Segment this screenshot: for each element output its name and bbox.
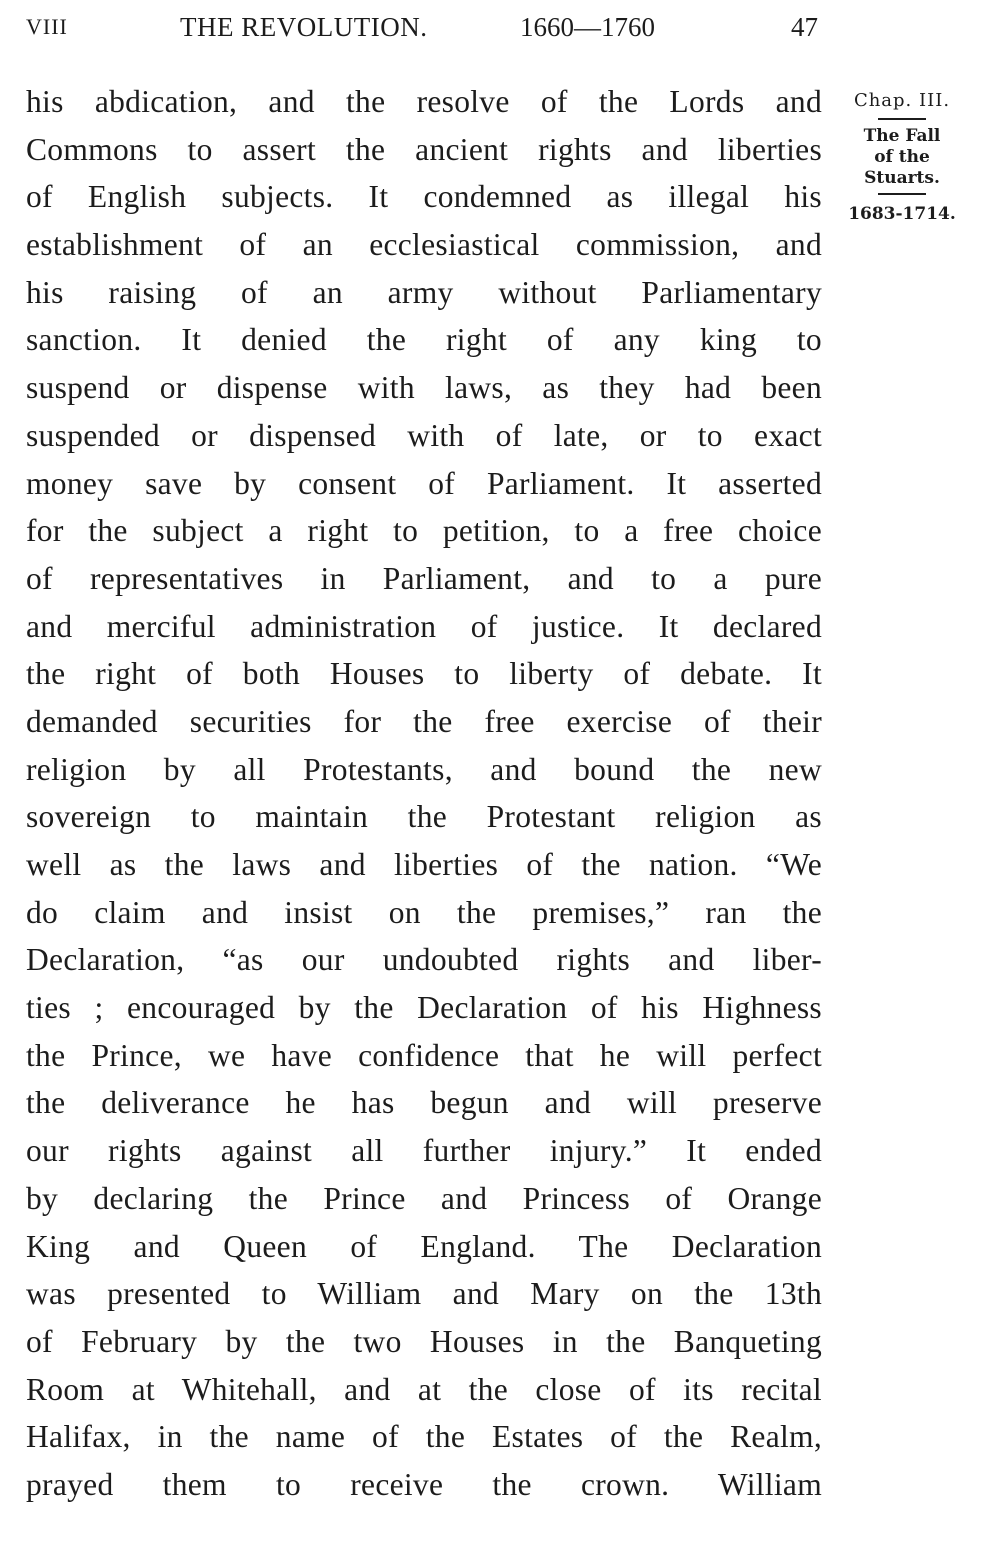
text-line: of representatives in Parliament, and to a pure bbox=[26, 560, 822, 596]
sidenote-topic-line: Stuarts. bbox=[864, 168, 940, 188]
text-line: the deliverance he has begun and will preserve bbox=[26, 1085, 822, 1121]
text-line: his abdication, and the resolve of the Lords and bbox=[26, 84, 822, 119]
sidenote-divider bbox=[878, 118, 926, 120]
text-line: Declaration, “as our undoubted rights and liber- bbox=[26, 942, 822, 978]
text-line: suspend or dispense with laws, as they had been bbox=[26, 370, 822, 406]
text-line: Halifax, in the name of the Estates of the Realm, bbox=[26, 1419, 822, 1455]
text-line: of February by the two Houses in the Banqueting bbox=[26, 1323, 822, 1359]
text-line: demanded securities for the free exercise of their bbox=[26, 703, 822, 739]
text-line: sovereign to maintain the Protestant religion as bbox=[26, 799, 822, 835]
text-line: do claim and insist on the premises,” ran the bbox=[26, 894, 822, 930]
sidenote-divider bbox=[878, 193, 926, 195]
text-line: prayed them to receive the crown. William bbox=[26, 1466, 822, 1502]
text-line: and merciful administration of justice. It declared bbox=[26, 608, 822, 644]
text-line: well as the laws and liberties of the nation. “We bbox=[26, 847, 822, 882]
text-line: by declaring the Prince and Princess of Orange bbox=[26, 1180, 822, 1216]
running-title: THE REVOLUTION. bbox=[180, 12, 428, 42]
text-line: his raising of an army without Parliamentary bbox=[26, 274, 822, 310]
margin-sidenotes bbox=[840, 88, 964, 227]
text-line: establishment of an ecclesiastical commission, and bbox=[26, 227, 822, 263]
text-line: money save by consent of Parliament. It asserted bbox=[26, 465, 822, 501]
text-line: King and Queen of England. The Declaration bbox=[26, 1228, 822, 1264]
text-line: for the subject a right to petition, to a free choice bbox=[26, 513, 822, 549]
running-header bbox=[26, 10, 822, 44]
sidenote-topic-line: of the bbox=[874, 147, 930, 167]
text-line: our rights against all further injury.” It ended bbox=[26, 1133, 822, 1169]
period-range: 1660—1760 bbox=[520, 12, 655, 42]
text-line: the right of both Houses to liberty of debate. It bbox=[26, 656, 822, 692]
chapter-label: Chap. III. bbox=[853, 90, 951, 111]
body-text bbox=[26, 78, 822, 1509]
text-line: suspended or dispensed with of late, or to exact bbox=[26, 417, 822, 453]
page-number: 47 bbox=[791, 12, 818, 42]
text-line: of English subjects. It condemned as illegal his bbox=[26, 179, 822, 215]
text-line: was presented to William and Mary on the 13th bbox=[26, 1276, 822, 1312]
text-line: ties ; encouraged by the Declaration of his Highness bbox=[26, 990, 822, 1026]
section-number: VIII bbox=[26, 14, 68, 39]
text-line: the Prince, we have confidence that he will perfect bbox=[26, 1037, 822, 1073]
text-line: sanction. It denied the right of any king to bbox=[26, 322, 822, 358]
sidenote-topic bbox=[840, 126, 964, 189]
text-line: religion by all Protestants, and bound the new bbox=[26, 751, 822, 787]
text-line: Commons to assert the ancient rights and liberties bbox=[26, 131, 822, 167]
text-line: Room at Whitehall, and at the close of its recital bbox=[26, 1371, 822, 1407]
sidenote-dates: 1683-1714. bbox=[848, 204, 956, 224]
sidenote-topic-line: The Fall bbox=[863, 126, 941, 146]
